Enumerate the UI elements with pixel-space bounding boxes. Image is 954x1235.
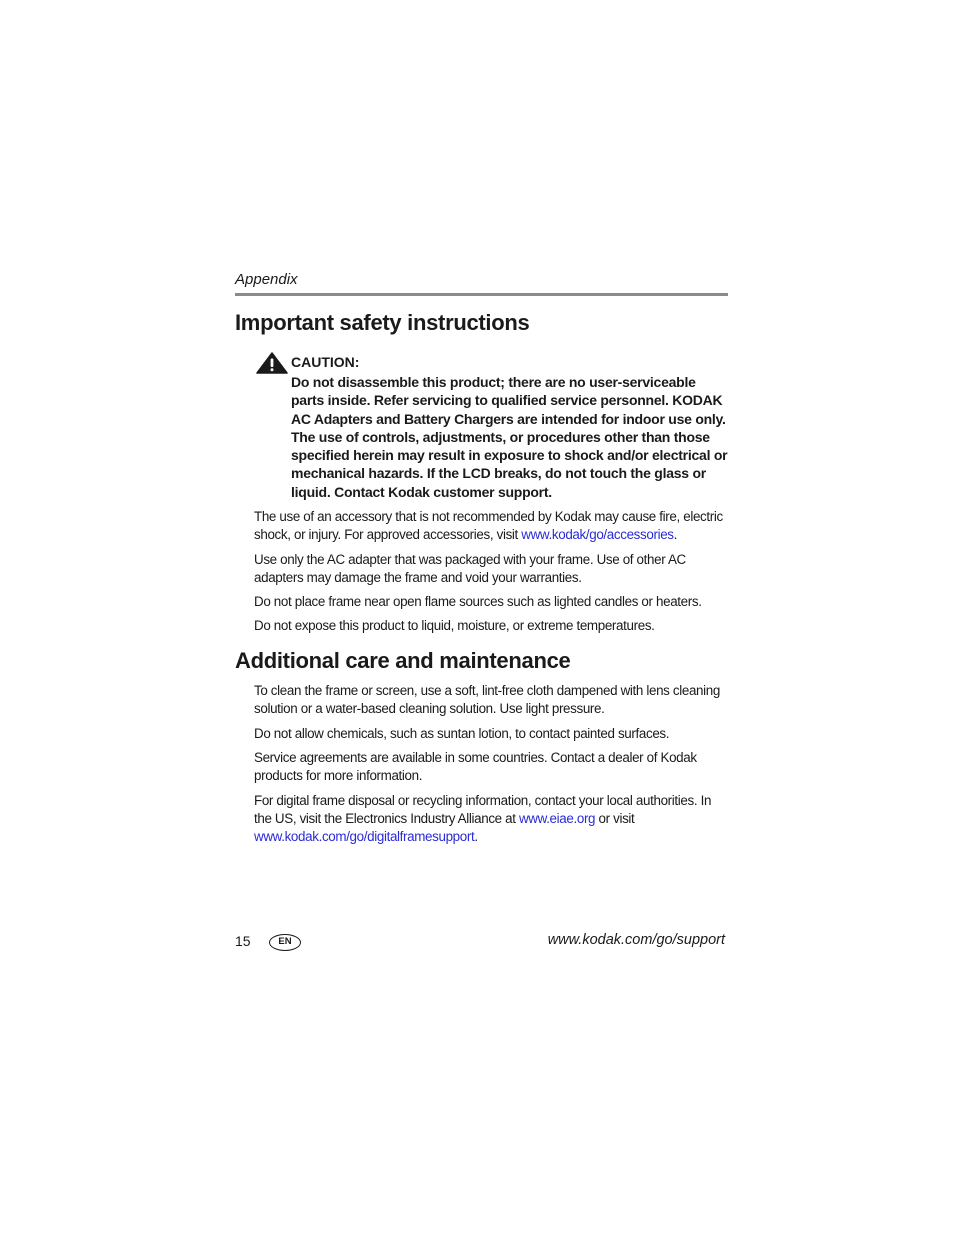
accessories-link[interactable]: www.kodak/go/accessories <box>521 527 674 543</box>
care-paragraph-chemicals: Do not allow chemicals, such as suntan lotion, to contact painted surfaces. <box>254 726 670 741</box>
digitalframesupport-link[interactable]: www.kodak.com/go/digitalframesupport <box>254 829 475 845</box>
safety-paragraph-flame: Do not place frame near open flame sources such as lighted candles or heaters. <box>254 594 702 609</box>
paragraph-mid: or visit <box>595 811 635 827</box>
caution-text: Do not disassemble this product; there are no user-serviceable parts inside. Refer servicing to qualified service personnel. KODAK AC Adapters and Battery Chargers are intended for indoor use only. The use of controls, adjustments, or procedures other than those specified herein may result in exposure to shock and/or electrical or mechanical hazards. If the LCD breaks, do not touch the glass or liquid. Contact Kodak customer support. <box>291 374 728 500</box>
page-number: 15 <box>235 933 251 949</box>
care-paragraph-cleaning: To clean the frame or screen, use a soft, lint-free cloth dampened with lens cleaning solution or a water-based cleaning solution. Use light pressure. <box>254 683 720 717</box>
section-label: Appendix <box>235 271 298 288</box>
care-paragraph-disposal <box>254 792 730 847</box>
warning-triangle-icon <box>256 352 288 374</box>
safety-heading: Important safety instructions <box>235 310 530 335</box>
paragraph-end: . <box>474 829 478 845</box>
care-heading: Additional care and maintenance <box>235 648 571 673</box>
safety-paragraph-liquid: Do not expose this product to liquid, moisture, or extreme temperatures. <box>254 618 655 633</box>
paragraph-end: . <box>673 527 678 543</box>
care-paragraph-service: Service agreements are available in some countries. Contact a dealer of Kodak products for more information. <box>254 750 697 784</box>
eiae-link[interactable]: www.eiae.org <box>518 811 596 827</box>
paragraph-text: For digital frame disposal or recycling information, contact your local authorities. In the US, visit the Electronics Industry Alliance at <box>254 793 712 827</box>
header-divider <box>235 293 728 296</box>
safety-paragraph-ac-adapter: Use only the AC adapter that was packaged with your frame. Use of other AC adapters may damage the frame and void your warranties. <box>254 552 686 586</box>
paragraph-text: The use of an accessory that is not recommended by Kodak may cause fire, electric shock, or injury. For approved accessories, visit <box>254 509 723 543</box>
language-badge: EN <box>269 934 301 951</box>
safety-paragraph-accessories <box>254 508 730 544</box>
support-url: www.kodak.com/go/support <box>547 932 725 948</box>
caution-label: CAUTION: <box>291 354 360 370</box>
